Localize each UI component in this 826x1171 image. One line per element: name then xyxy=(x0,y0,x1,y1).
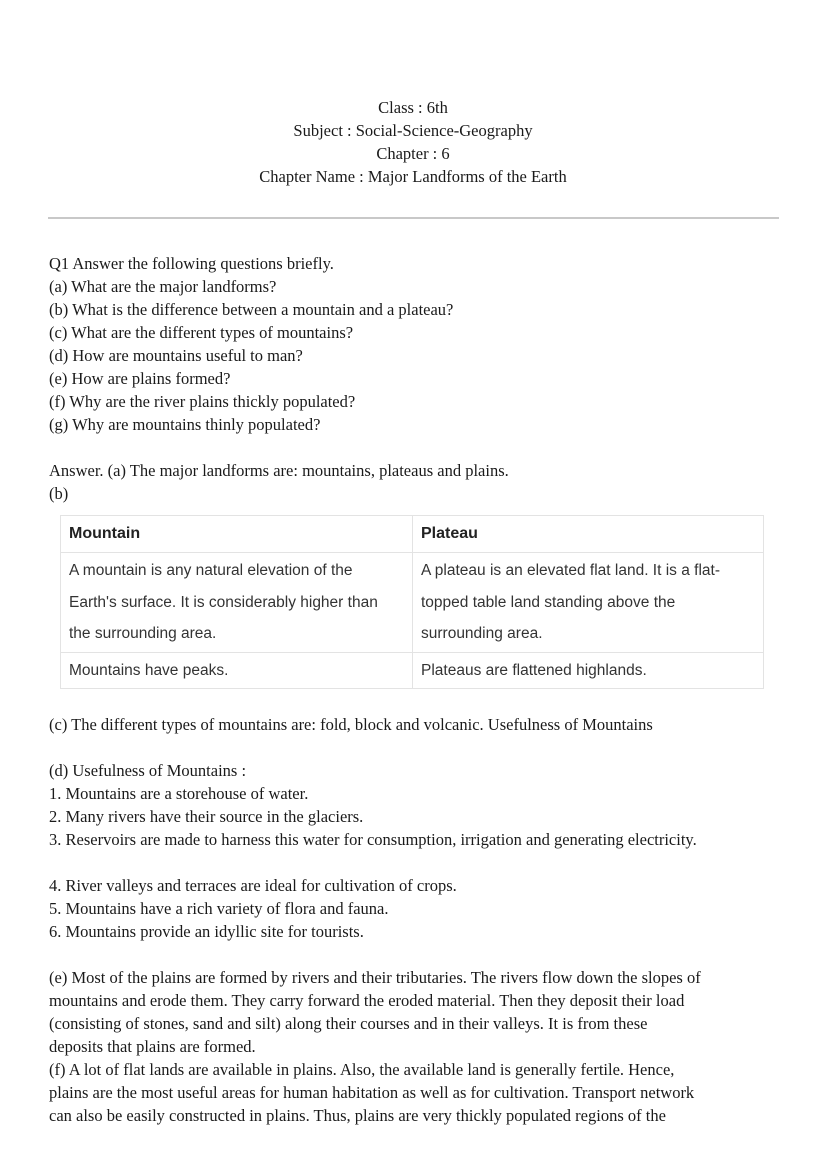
header-divider xyxy=(48,217,779,219)
table-row xyxy=(61,652,764,689)
chapter-name-line: Chapter Name : Major Landforms of the Earth xyxy=(259,167,567,186)
answer-d-point: 2. Many rivers have their source in the glaciers. xyxy=(49,807,364,826)
question-item: (f) Why are the river plains thickly populated? xyxy=(49,392,356,411)
answer-d-point: 4. River valleys and terraces are ideal for cultivation of crops. xyxy=(49,876,457,895)
answer-d-point: 3. Reservoirs are made to harness this water for consumption, irrigation and generating electricity. xyxy=(49,830,697,849)
question-item: (a) What are the major landforms? xyxy=(49,277,277,296)
answer-d-point: 1. Mountains are a storehouse of water. xyxy=(49,784,309,803)
answer-e: (e) Most of the plains are formed by rivers and their tributaries. The rivers flow down the slopes of mountains and erode them. They carry forward the eroded material. Then they deposit their load (consisting of stones, sand and silt) along their courses and in their valleys. It is from these deposits that plains are formed. xyxy=(49,968,701,1056)
answer-f: (f) A lot of flat lands are available in plains. Also, the available land is generally fertile. Hence, plains are the most useful areas for human habitation as well as for cultivation. Transport network can also be easily constructed in plains. Thus, plains are very thickly populated regions of the xyxy=(49,1060,695,1125)
table-header-plateau: Plateau xyxy=(413,516,764,553)
table-cell-mountain: A mountain is any natural elevation of the Earth's surface. It is considerably higher than the surrounding area. xyxy=(61,553,413,653)
question-item: (e) How are plains formed? xyxy=(49,369,231,388)
chapter-line: Chapter : 6 xyxy=(376,144,450,163)
subject-line: Subject : Social-Science-Geography xyxy=(293,121,533,140)
table-cell-mountain: Mountains have peaks. xyxy=(61,652,413,689)
question-title: Q1 Answer the following questions briefly. xyxy=(49,254,334,273)
table-row xyxy=(61,553,764,653)
document-header xyxy=(0,96,826,188)
class-line: Class : 6th xyxy=(378,98,448,117)
table-header-row xyxy=(61,516,764,553)
answer-d-point: 6. Mountains provide an idyllic site for tourists. xyxy=(49,922,364,941)
question-item: (g) Why are mountains thinly populated? xyxy=(49,415,321,434)
question-item: (d) How are mountains useful to man? xyxy=(49,346,303,365)
table-cell-plateau: Plateaus are flattened highlands. xyxy=(413,652,764,689)
table-cell-plateau: A plateau is an elevated flat land. It is a flat- topped table land standing above the surrounding area. xyxy=(413,553,764,653)
answer-a: Answer. (a) The major landforms are: mountains, plateaus and plains. xyxy=(49,461,509,480)
table-header-mountain: Mountain xyxy=(61,516,413,553)
question-item: (c) What are the different types of mountains? xyxy=(49,323,354,342)
document-body xyxy=(49,252,789,1127)
answer-d-title: (d) Usefulness of Mountains : xyxy=(49,761,247,780)
answer-d-point: 5. Mountains have a rich variety of flora and fauna. xyxy=(49,899,389,918)
answer-b-label: (b) xyxy=(49,484,69,503)
question-item: (b) What is the difference between a mountain and a plateau? xyxy=(49,300,454,319)
comparison-table xyxy=(60,515,764,689)
answer-c: (c) The different types of mountains are: fold, block and volcanic. Usefulness of Mountains xyxy=(49,715,653,734)
